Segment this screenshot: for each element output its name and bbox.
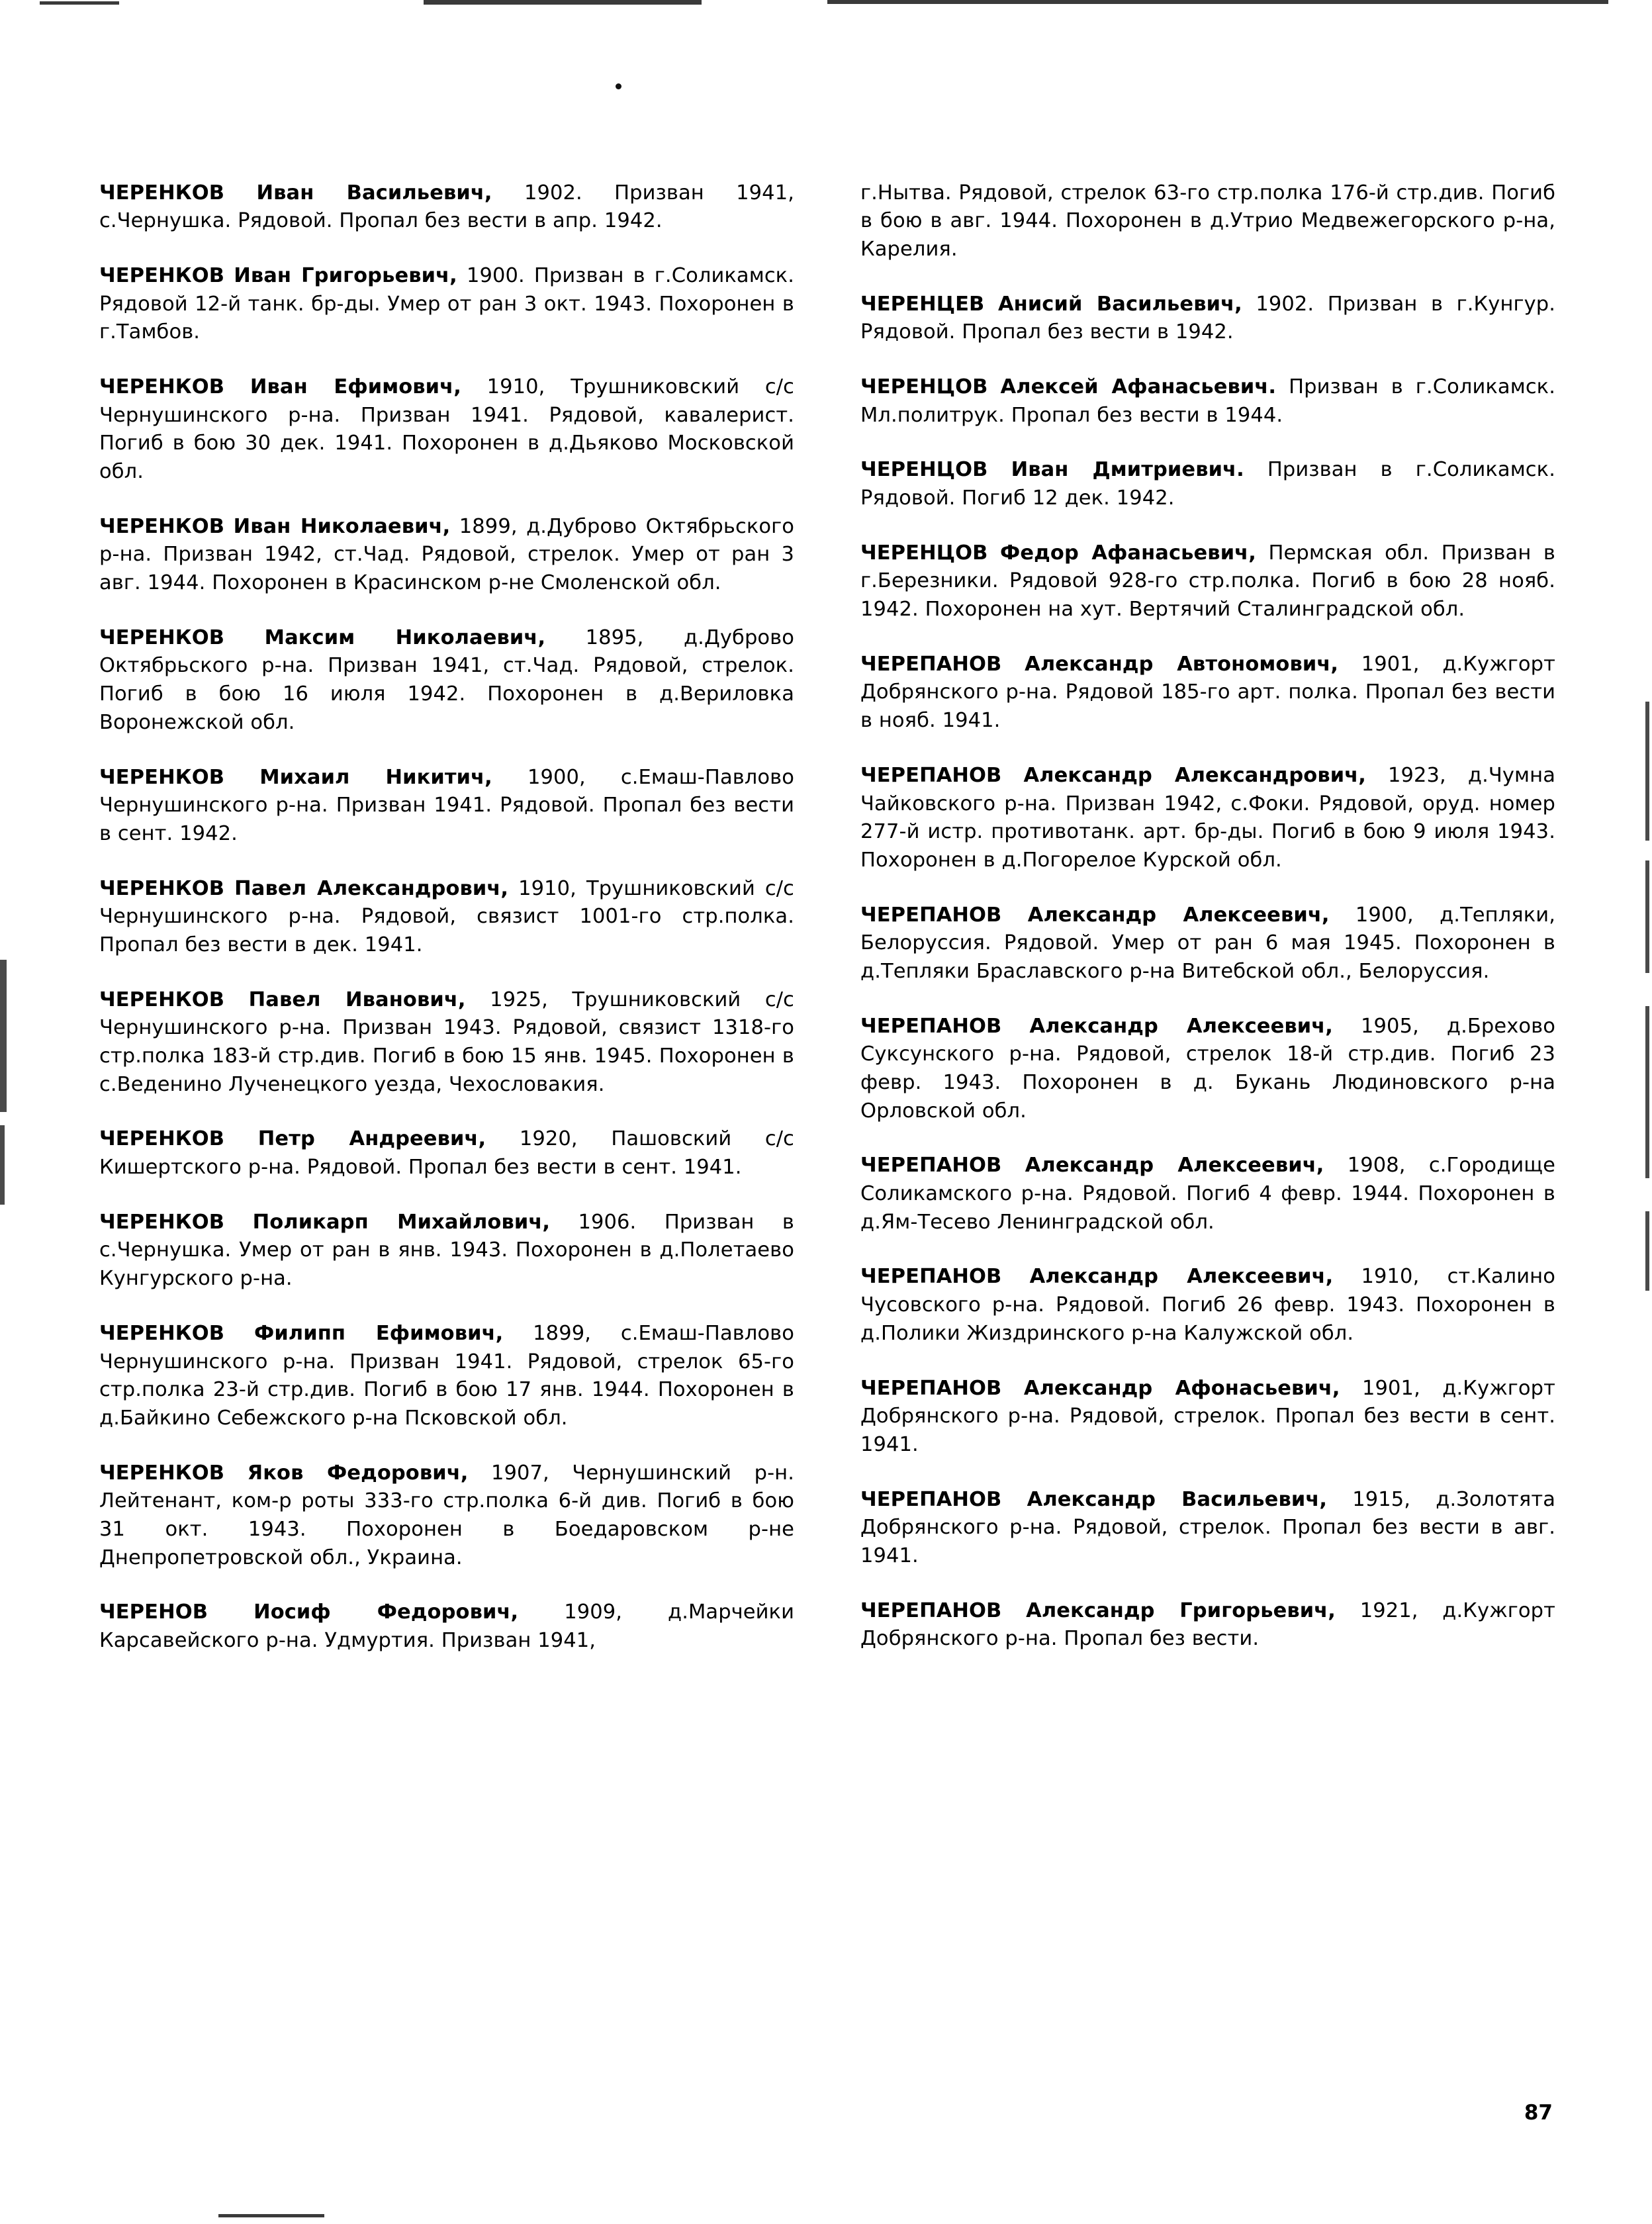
- scan-artifact-right-edge-3: [1645, 1006, 1649, 1178]
- page-number: 87: [1524, 2101, 1553, 2125]
- memorial-entry: [99, 1598, 794, 1655]
- entry-surname: ЧЕРЕНКОВ: [99, 375, 225, 398]
- memorial-entry: [860, 179, 1555, 264]
- memorial-entry: [860, 1263, 1555, 1348]
- two-column-body: [99, 159, 1555, 1655]
- scan-artifact-left-edge-1: [0, 960, 7, 1112]
- entry-details: 1899, д.Дуброво Октябрьского р-на. Призван 1942, ст.Чад. Рядовой, стрелок. Умер от ран 3 авг. 1944. Похоронен в Красинском р-не Смоленской обл.: [99, 514, 795, 595]
- memorial-entry: [99, 1460, 794, 1573]
- entry-details: Призван в г.Соликамск. Рядовой. Погиб 12 дек. 1942.: [860, 458, 1555, 510]
- entry-given-name: Анисий Васильевич,: [997, 292, 1242, 316]
- column-left: [99, 159, 794, 1655]
- memorial-entry: [860, 456, 1555, 512]
- entry-details: 1901, д.Кужгорт Добрянского р-на. Рядовой, стрелок. Пропал без вести в сент. 1941.: [860, 1376, 1555, 1456]
- memorial-entry: [99, 624, 794, 737]
- scan-artifact-dot: [616, 83, 621, 89]
- entry-details: 1905, д.Брехово Суксунского р-на. Рядовой, стрелок 18-й стр.див. Погиб 23 февр. 1943. Похоронен в д. Букань Людиновского р-на Орловской обл.: [860, 1014, 1556, 1123]
- entry-given-name: Александр Афонасьевич,: [1023, 1376, 1340, 1400]
- entry-surname: ЧЕРЕНЦОВ: [860, 541, 988, 565]
- memorial-entry: [860, 1375, 1555, 1460]
- entry-surname: ЧЕРЕНКОВ: [99, 876, 225, 900]
- entry-surname: ЧЕРЕПАНОВ: [860, 903, 1002, 927]
- entry-given-name: Павел Александрович,: [234, 876, 509, 900]
- entry-given-name: Павел Иванович,: [248, 988, 466, 1011]
- memorial-entry: [99, 1125, 794, 1182]
- memorial-entry: [99, 875, 794, 960]
- entry-surname: ЧЕРЕНКОВ: [99, 1210, 225, 1234]
- entry-given-name: Поликарп Михайлович,: [252, 1210, 551, 1234]
- entry-given-name: Иван Васильевич,: [256, 181, 492, 205]
- entry-details: 1910, ст.Калино Чусовского р-на. Рядовой. Погиб 26 февр. 1943. Похоронен в д.Полики Жиздринского р-на Калужской обл.: [860, 1265, 1555, 1345]
- entry-surname: ЧЕРЕНКОВ: [99, 1127, 225, 1151]
- entry-surname: ЧЕРЕНКОВ: [99, 1461, 225, 1485]
- entry-details: 1925, Трушниковский с/с Чернушинского р-на. Призван 1943. Рядовой, связист 1318-го стр.полка 183-й стр.див. Погиб в бою 15 янв. 1945. Похоронен в с.Веденино Лученецкого уезда, Чехословакия.: [99, 988, 794, 1096]
- entry-surname: ЧЕРЕНКОВ: [99, 514, 225, 538]
- entry-surname: ЧЕРЕПАНОВ: [860, 1014, 1002, 1038]
- scan-artifact-top-right: [827, 0, 1608, 4]
- scan-artifact-top-middle: [424, 0, 702, 5]
- memorial-entry: [860, 539, 1555, 624]
- entry-details: 1907, Чернушинский р-н. Лейтенант, ком-р роты 333-го стр.полка 6-й див. Погиб в бою 31 окт. 1943. Похоронен в Боедаровском р-не Днепропетровской обл., Украина.: [99, 1461, 795, 1569]
- memorial-entry: [860, 902, 1555, 986]
- memorial-entry: [860, 1597, 1555, 1653]
- entry-surname: ЧЕРЕНЦЕВ: [860, 292, 985, 316]
- entry-given-name: Иосиф Федорович,: [253, 1600, 519, 1624]
- entry-given-name: Александр Александрович,: [1023, 763, 1366, 787]
- entry-given-name: Александр Алексеевич,: [1029, 1265, 1334, 1289]
- entry-details: 1908, с.Городище Соликамского р-на. Рядовой. Погиб 4 февр. 1944. Похоронен в д.Ям-Тесево Ленинградской обл.: [860, 1154, 1555, 1234]
- memorial-entry: [99, 513, 794, 598]
- entry-details: 1902. Призван 1941, с.Чернушка. Рядовой. Пропал без вести в апр. 1942.: [99, 181, 794, 233]
- memorial-entry: [99, 986, 794, 1099]
- entry-details: 1899, с.Емаш-Павлово Чернушинского р-на. Призван 1941. Рядовой, стрелок 65-го стр.полка 23-й стр.див. Погиб в бою 17 янв. 1944. Похоронен в д.Байкино Себежского р-на Псковской обл.: [99, 1321, 795, 1430]
- entry-details: Пермская обл. Призван в г.Березники. Рядовой 928-го стр.полка. Погиб в бою 28 нояб. 1942. Похоронен на хут. Вертячий Сталинградской обл.: [860, 541, 1556, 622]
- entry-details: 1900, с.Емаш-Павлово Чернушинского р-на. Призван 1941. Рядовой. Пропал без вести в сент. 1942.: [99, 765, 794, 845]
- entry-given-name: Петр Андреевич,: [257, 1127, 486, 1151]
- entry-given-name: Михаил Никитич,: [259, 765, 492, 789]
- entry-surname: ЧЕРЕПАНОВ: [860, 1265, 1002, 1289]
- entry-given-name: Иван Григорьевич,: [234, 263, 457, 287]
- entry-surname: ЧЕРЕНЦОВ: [860, 375, 988, 398]
- memorial-entry: [860, 373, 1555, 430]
- memorial-entry: [860, 1152, 1555, 1236]
- entry-details: 1900. Призван в г.Соликамск. Рядовой 12-й танк. бр-ды. Умер от ран 3 окт. 1943. Похоронен в г.Тамбов.: [99, 263, 795, 344]
- entry-surname: ЧЕРЕНКОВ: [99, 765, 225, 789]
- memorial-entry: [99, 1320, 794, 1433]
- entry-details: г.Нытва. Рядовой, стрелок 63-го стр.полка 176-й стр.див. Погиб в бою в авг. 1944. Похоронен в д.Утрио Медвежегорского р-на, Карелия.: [860, 181, 1555, 261]
- entry-surname: ЧЕРЕНКОВ: [99, 626, 225, 649]
- entry-surname: ЧЕРЕНКОВ: [99, 263, 225, 287]
- scan-artifact-right-edge-1: [1645, 702, 1649, 841]
- entry-surname: ЧЕРЕПАНОВ: [860, 1487, 1002, 1511]
- entry-given-name: Яков Федорович,: [247, 1461, 469, 1485]
- entry-surname: ЧЕРЕПАНОВ: [860, 652, 1002, 676]
- memorial-entry: [860, 762, 1555, 875]
- memorial-entry: [99, 764, 794, 849]
- entry-given-name: Алексей Афанасьевич.: [1000, 375, 1277, 398]
- entry-surname: ЧЕРЕПАНОВ: [860, 1598, 1002, 1622]
- entry-details: 1910, Трушниковский с/с Чернушинского р-на. Призван 1941. Рядовой, кавалерист. Погиб в бою 30 дек. 1941. Похоронен в д.Дьяково Московской обл.: [99, 375, 794, 483]
- column-right: [860, 159, 1555, 1655]
- entry-surname: ЧЕРЕПАНОВ: [860, 1376, 1002, 1400]
- entry-details: 1895, д.Дуброво Октябрьского р-на. Призван 1941, ст.Чад. Рядовой, стрелок. Погиб в бою 16 июля 1942. Похоронен в д.Вериловка Воронежской обл.: [99, 626, 795, 734]
- entry-given-name: Иван Ефимович,: [250, 375, 461, 398]
- scan-artifact-right-edge-4: [1645, 1211, 1649, 1291]
- entry-surname: ЧЕРЕНЦОВ: [860, 458, 988, 482]
- entry-given-name: Александр Алексеевич,: [1029, 1014, 1333, 1038]
- scan-artifact-right-edge-2: [1645, 860, 1649, 973]
- scan-artifact-bottom-left: [218, 2214, 324, 2217]
- entry-given-name: Максим Николаевич,: [264, 626, 546, 649]
- entry-given-name: Александр Алексеевич,: [1025, 1154, 1324, 1178]
- entry-given-name: Иван Николаевич,: [233, 514, 451, 538]
- entry-details: 1906. Призван в с.Чернушка. Умер от ран в янв. 1943. Похоронен в д.Полетаево Кунгурского р-на.: [99, 1210, 794, 1291]
- entry-surname: ЧЕРЕНКОВ: [99, 988, 225, 1011]
- memorial-entry: [860, 1013, 1555, 1126]
- memorial-entry: [860, 291, 1555, 347]
- scan-artifact-top-left: [40, 1, 119, 5]
- memorial-entry: [99, 1209, 794, 1293]
- entry-given-name: Александр Автономович,: [1025, 652, 1339, 676]
- entry-given-name: Филипп Ефимович,: [253, 1321, 504, 1345]
- memorial-entry: [860, 1486, 1555, 1571]
- memorial-entry: [99, 262, 794, 347]
- entry-surname: ЧЕРЕНКОВ: [99, 181, 225, 205]
- entry-details: 1923, д.Чумна Чайковского р-на. Призван 1942, с.Фоки. Рядовой, оруд. номер 277-й истр. противотанк. арт. бр-ды. Погиб в бою 9 июля 1943. Похоронен в д.Погорелое Курской обл.: [860, 763, 1555, 872]
- entry-details: Призван в г.Соликамск. Мл.политрук. Пропал без вести в 1944.: [860, 375, 1556, 427]
- memorial-entry: [99, 179, 794, 236]
- entry-given-name: Федор Афанасьевич,: [1000, 541, 1256, 565]
- entry-details: 1921, д.Кужгорт Добрянского р-на. Пропал без вести.: [860, 1598, 1555, 1651]
- entry-given-name: Александр Григорьевич,: [1026, 1598, 1336, 1622]
- entry-surname: ЧЕРЕПАНОВ: [860, 763, 1002, 787]
- entry-details: 1915, д.Золотята Добрянского р-на. Рядовой, стрелок. Пропал без вести в авг. 1941.: [860, 1487, 1555, 1567]
- entry-surname: ЧЕРЕНОВ: [99, 1600, 208, 1624]
- entry-given-name: Иван Дмитриевич.: [1011, 458, 1244, 482]
- entry-surname: ЧЕРЕНКОВ: [99, 1321, 225, 1345]
- entry-details: 1909, д.Марчейки Карсавейского р-на. Удмуртия. Призван 1941,: [99, 1600, 795, 1652]
- memorial-entry: [99, 373, 794, 486]
- entry-details: 1920, Пашовский с/с Кишертского р-на. Рядовой. Пропал без вести в сент. 1941.: [99, 1127, 795, 1180]
- entry-details: 1900, д.Тепляки, Белоруссия. Рядовой. Умер от ран 6 мая 1945. Похоронен в д.Тепляки Браславского р-на Витебской обл., Белоруссия.: [860, 903, 1555, 983]
- entry-given-name: Александр Алексеевич,: [1027, 903, 1330, 927]
- entry-details: 1901, д.Кужгорт Добрянского р-на. Рядовой 185-го арт. полка. Пропал без вести в нояб. 1941.: [860, 652, 1555, 733]
- scan-artifact-left-edge-2: [0, 1125, 5, 1205]
- memorial-entry: [860, 651, 1555, 735]
- entry-surname: ЧЕРЕПАНОВ: [860, 1154, 1002, 1178]
- entry-details: 1910, Трушниковский с/с Чернушинского р-на. Рядовой, связист 1001-го стр.полка. Пропал без вести в дек. 1941.: [99, 876, 795, 956]
- entry-details: 1902. Призван в г.Кунгур. Рядовой. Пропал без вести в 1942.: [860, 292, 1556, 344]
- entry-given-name: Александр Васильевич,: [1027, 1487, 1328, 1511]
